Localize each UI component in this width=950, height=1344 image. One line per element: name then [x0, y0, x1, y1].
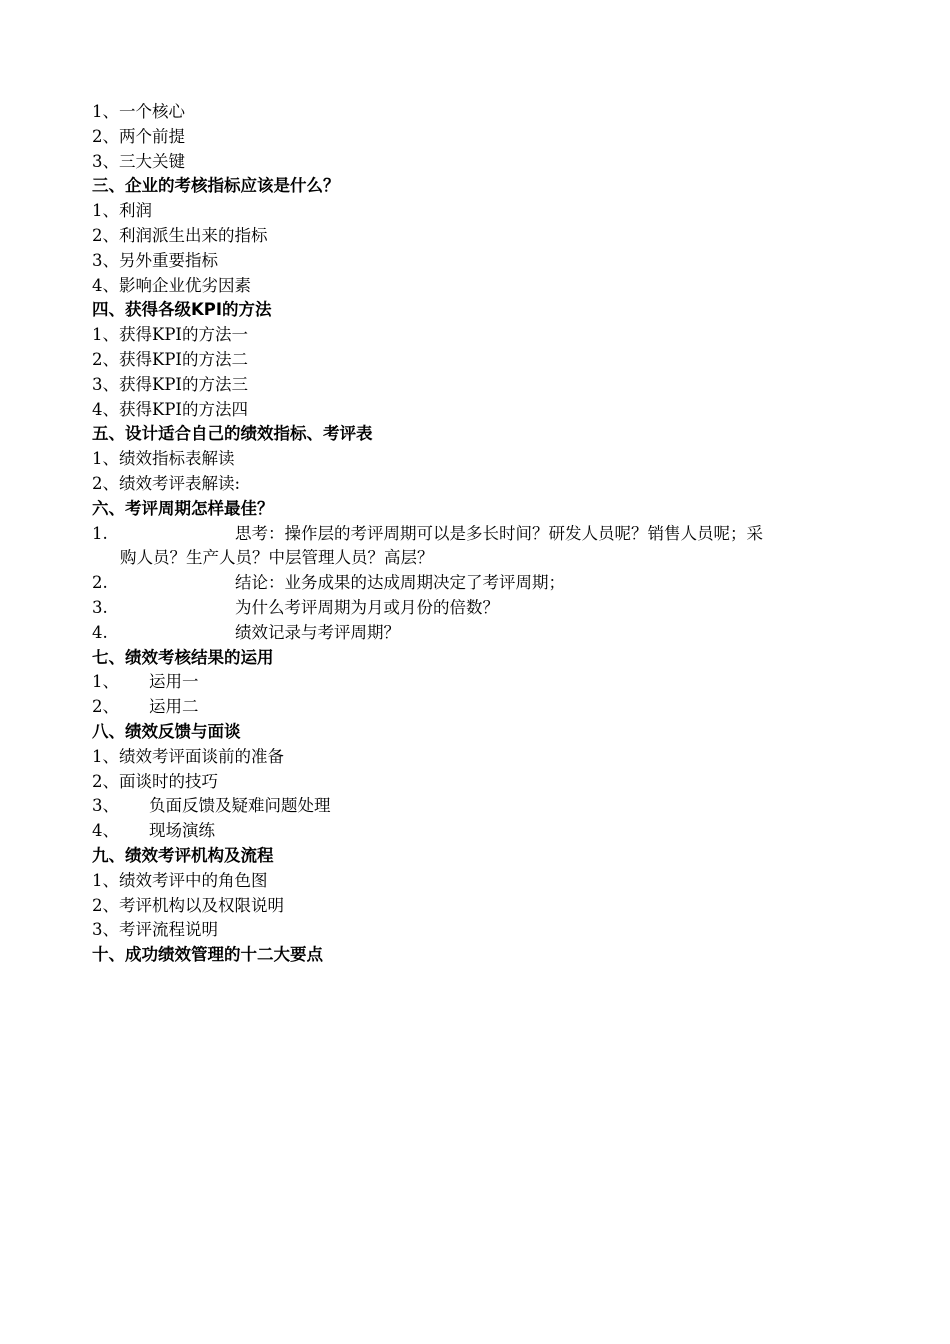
list-item	[92, 695, 862, 720]
item-text: 负面反馈及疑难问题处理	[149, 796, 331, 816]
list-item: 2、利润派生出来的指标	[92, 225, 268, 245]
item-text: 结论：业务成果的达成周期决定了考评周期；	[235, 573, 565, 593]
item-number: 1.	[92, 523, 108, 543]
list-item: 1、一个核心	[92, 102, 185, 121]
list-item: 3、三大关键	[92, 151, 185, 171]
section-heading: 四、获得各级KPI的方法	[92, 300, 272, 320]
list-item	[92, 670, 862, 695]
list-item: 1、利润	[92, 201, 152, 221]
item-number: 2.	[92, 573, 108, 593]
list-item: 3、另外重要指标	[92, 250, 218, 270]
item-number: 4、	[92, 821, 119, 841]
list-item: 1、获得KPI的方法一	[92, 325, 248, 345]
section-heading: 七、绩效考核结果的运用	[92, 647, 274, 667]
item-text: 思考：操作层的考评周期可以是多长时间？研发人员呢？销售人员呢；采	[235, 523, 763, 543]
document-body	[92, 100, 862, 968]
item-text: 现场演练	[149, 821, 215, 841]
section-heading: 五、设计适合自己的绩效指标、考评表	[92, 424, 373, 444]
item-text-continued: 购人员？生产人员？中层管理人员？高层？	[120, 548, 434, 568]
item-text: 运用二	[149, 697, 199, 717]
section-heading: 九、绩效考评机构及流程	[92, 845, 274, 865]
list-item: 2、面谈时的技巧	[92, 771, 218, 791]
section-heading: 六、考评周期怎样最佳？	[92, 498, 274, 518]
list-item	[92, 819, 862, 844]
list-item: 1、绩效考评面谈前的准备	[92, 746, 284, 766]
section-heading: 八、绩效反馈与面谈	[92, 721, 241, 741]
item-number: 2、	[92, 697, 119, 717]
list-item	[92, 596, 862, 621]
item-text: 为什么考评周期为月或月份的倍数？	[235, 597, 499, 617]
list-item: 1、绩效考评中的角色图	[92, 870, 268, 890]
item-number: 3、	[92, 796, 119, 816]
item-text: 绩效记录与考评周期？	[235, 622, 400, 642]
list-item	[92, 522, 862, 572]
list-item	[92, 794, 862, 819]
section-heading: 十、成功绩效管理的十二大要点	[92, 945, 323, 965]
list-item: 2、考评机构以及权限说明	[92, 895, 284, 915]
item-number: 4.	[92, 622, 108, 642]
item-number: 1、	[92, 672, 119, 692]
list-item: 2、两个前提	[92, 126, 185, 146]
list-item: 1、绩效指标表解读	[92, 449, 235, 469]
list-item	[92, 621, 862, 646]
list-item: 2、绩效考评表解读:	[92, 473, 241, 493]
list-item: 4、影响企业优劣因素	[92, 275, 251, 295]
list-item: 3、获得KPI的方法三	[92, 374, 248, 394]
item-text: 运用一	[149, 672, 199, 692]
list-item: 3、考评流程说明	[92, 920, 218, 940]
list-item	[92, 571, 862, 596]
section-heading: 三、企业的考核指标应该是什么？	[92, 176, 340, 196]
item-number: 3.	[92, 597, 108, 617]
list-item: 4、获得KPI的方法四	[92, 399, 248, 419]
list-item: 2、获得KPI的方法二	[92, 349, 248, 369]
